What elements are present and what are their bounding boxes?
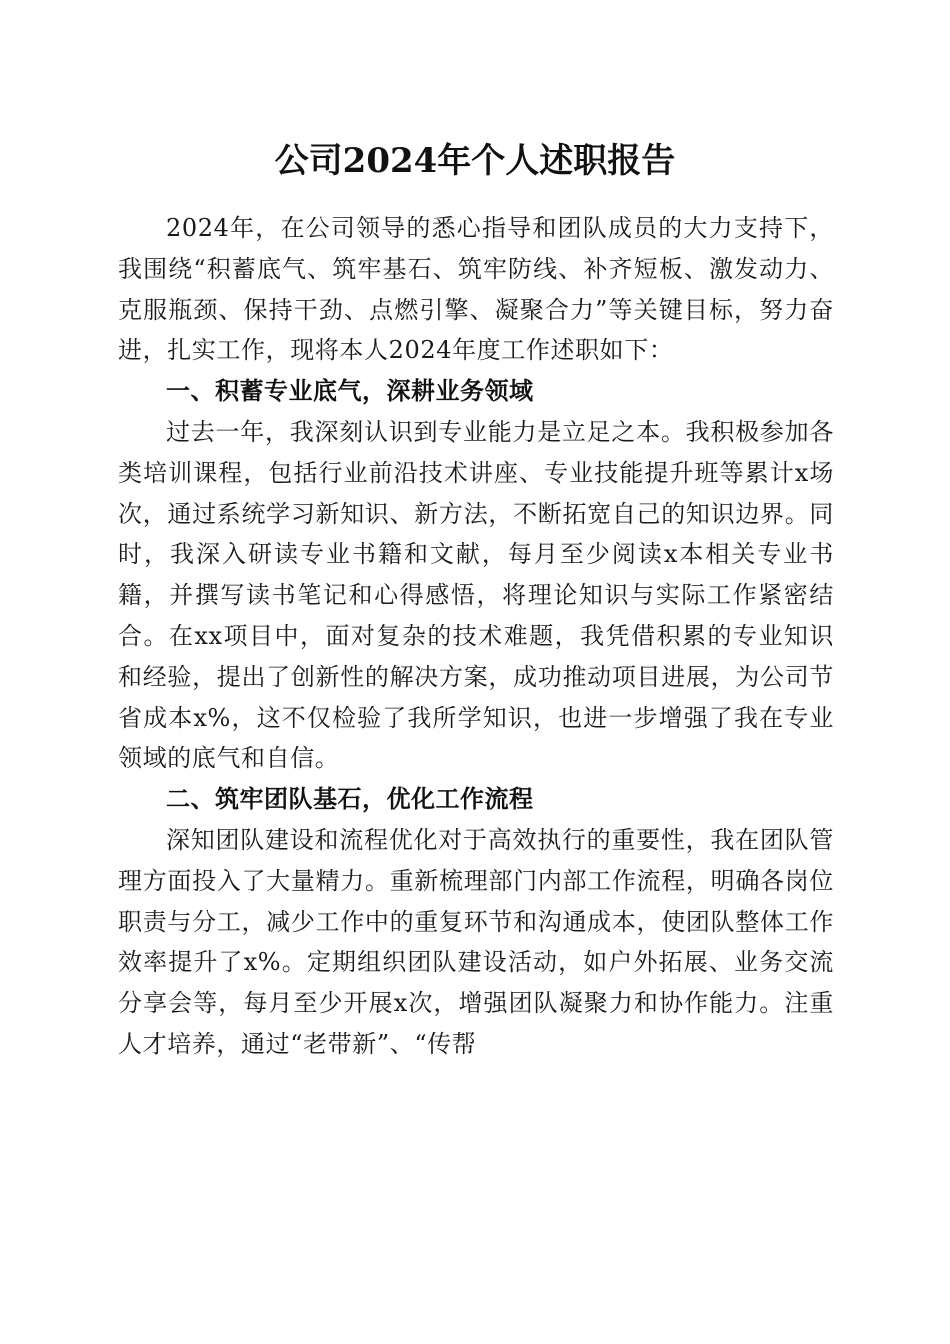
section-body-2: 深知团队建设和流程优化对于高效执行的重要性，我在团队管理方面投入了大量精力。重新梳理部门内部工作流程，明确各岗位职责与分工，减少工作中的重复环节和沟通成本，使团队整体工作效率提升了x%。定期组织团队建设活动，如户外拓展、业务交流分享会等，每月至少开展x次，增强团队凝聚力和协作能力。注重人才培养，通过“老带新”、“传帮 [118,825,834,1058]
intro-paragraph: 2024年，在公司领导的悉心指导和团队成员的大力支持下，我围绕“积蓄底气、筑牢基石、筑牢防线、补齐短板、激发动力、克服瓶颈、保持干劲、点燃引擎、凝聚合力”等关键目标，努力奋进，扎实工作，现将本人2024年度工作述职如下： [118,214,834,365]
section-body-1: 过去一年，我深刻认识到专业能力是立足之本。我积极参加各类培训课程，包括行业前沿技术讲座、专业技能提升班等累计x场次，通过系统学习新知识、新方法，不断拓宽自己的知识边界。同时，我深入研读专业书籍和文献，每月至少阅读x本相关专业书籍，并撰写读书笔记和心得感悟，将理论知识与实际工作紧密结合。在xx项目中，面对复杂的技术难题，我凭借积累的专业知识和经验，提出了创新性的解决方案，成功推动项目进展，为公司节省成本x%，这不仅检验了我所学知识，也进一步增强了我在专业领域的底气和自信。 [118,417,834,773]
section-heading-1: 一、积蓄专业底气，深耕业务领域 [166,377,534,406]
document-title: 公司2024年个人述职报告 [274,141,676,181]
section-heading-2: 二、筑牢团队基石，优化工作流程 [166,785,534,814]
document-body [118,208,834,1065]
